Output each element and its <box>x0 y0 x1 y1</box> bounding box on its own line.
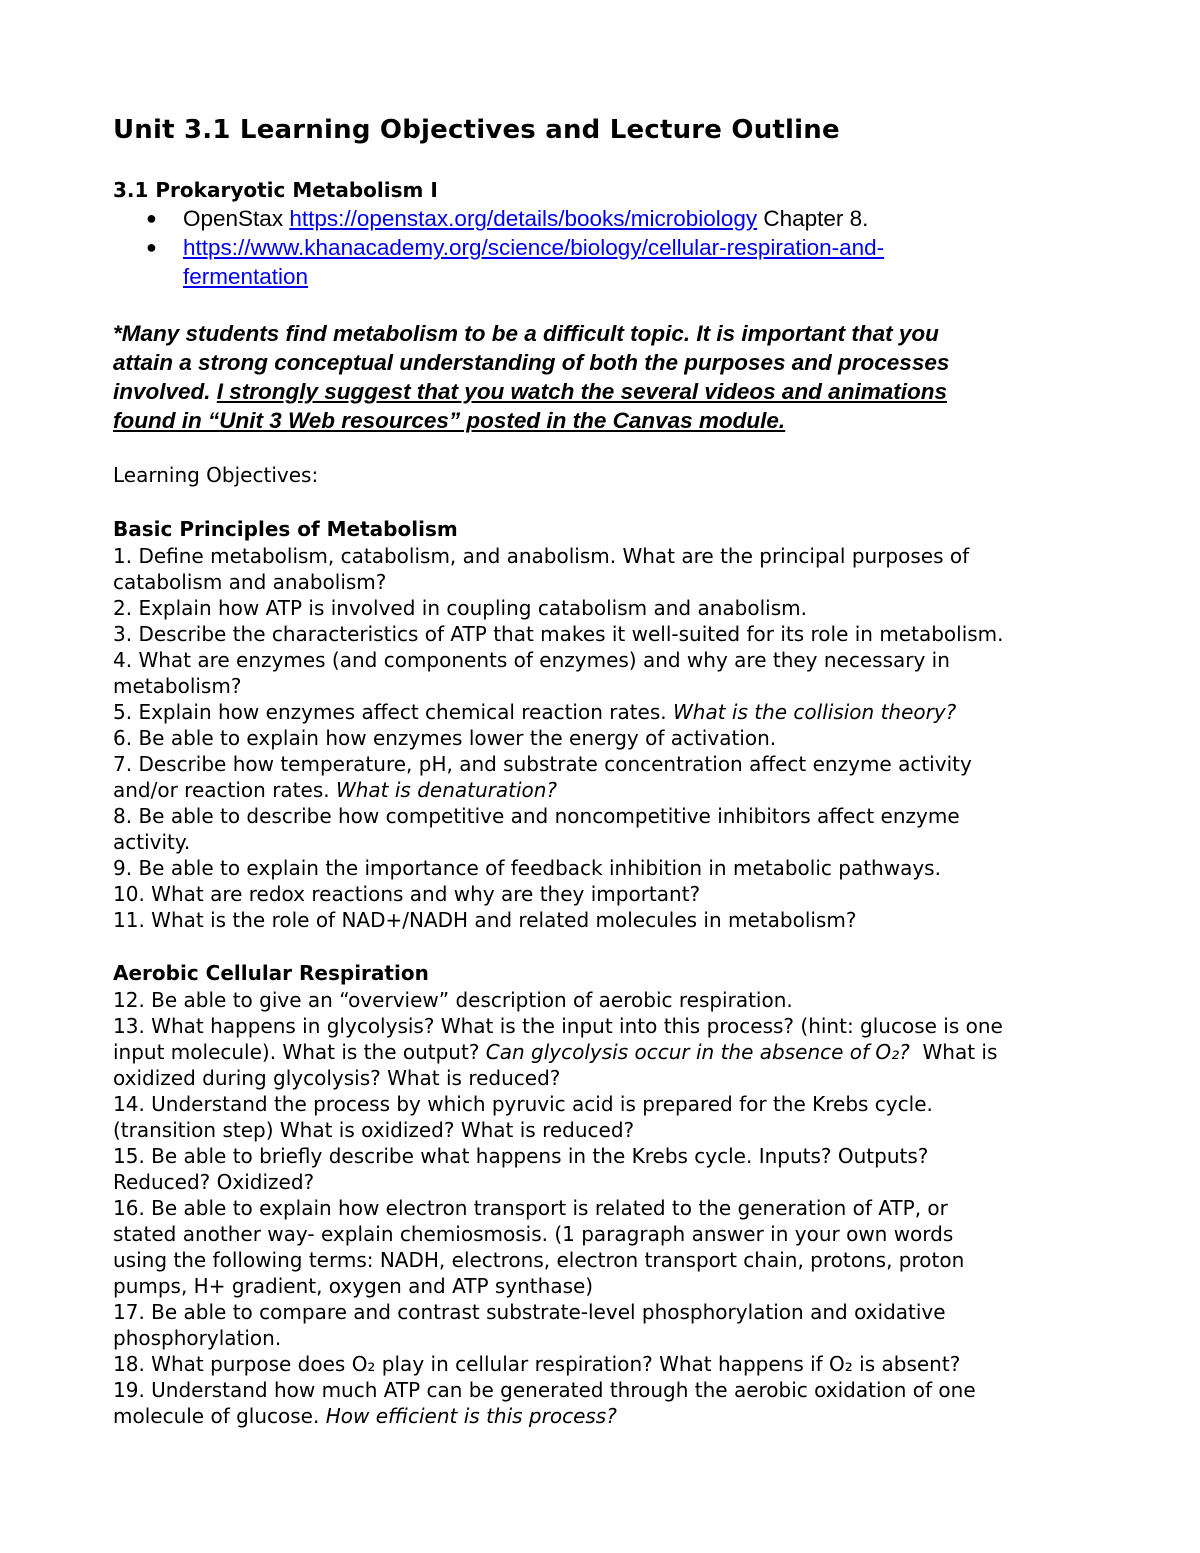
khanacademy-link[interactable] <box>183 235 884 289</box>
note-emphasis: I strongly suggest that you watch the several videos and animations <box>216 379 947 404</box>
document-content <box>113 112 1103 1429</box>
study-note <box>113 319 1103 435</box>
bullet-icon: ● <box>146 237 157 257</box>
objective-question: How efficient is this process? <box>325 1404 617 1428</box>
objective-line: 19. Understand how much ATP can be generated through the aerobic oxidation of one <box>113 1378 976 1402</box>
objective-line: 16. Be able to explain how electron transport is related to the generation of ATP, or <box>113 1196 948 1220</box>
note-emphasis: found in “Unit 3 Web resources” posted in the Canvas module. <box>113 408 786 433</box>
aerobic-respiration-heading: Aerobic Cellular Respiration <box>113 961 429 985</box>
objective-line: metabolism? <box>113 674 242 698</box>
objective-line: stated another way- explain chemiosmosis. (1 paragraph answer in your own words <box>113 1222 954 1246</box>
objective-line: 1. Define metabolism, catabolism, and anabolism. What are the principal purposes of <box>113 544 970 568</box>
objective-line: 2. Explain how ATP is involved in coupling catabolism and anabolism. <box>113 596 807 620</box>
objective-line: activity. <box>113 830 191 854</box>
khanacademy-link-line1: https://www.khanacademy.org/science/biology/cellular-respiration-and- <box>183 235 885 260</box>
objective-line <box>113 699 1103 725</box>
note-line <box>113 406 1103 435</box>
resource-item-khanacademy <box>113 233 1103 291</box>
note-line <box>113 377 1103 406</box>
objective-question: What is denaturation? <box>335 778 558 802</box>
objective-line <box>113 1039 1103 1065</box>
objective-line: 18. What purpose does O₂ play in cellular respiration? What happens if O₂ is absent? <box>113 1352 961 1376</box>
objective-line: 4. What are enzymes (and components of enzymes) and why are they necessary in <box>113 648 950 672</box>
learning-objectives-heading: Learning Objectives: <box>113 463 319 487</box>
objective-line: 10. What are redox reactions and why are they important? <box>113 882 701 906</box>
objective-text: input molecule). What is the output? <box>113 1040 486 1064</box>
openstax-link[interactable]: https://openstax.org/details/books/microbiology <box>289 206 758 231</box>
objective-line: 7. Describe how temperature, pH, and substrate concentration affect enzyme activity <box>113 752 972 776</box>
resource-suffix: Chapter 8. <box>757 206 869 231</box>
objective-text: What is <box>909 1040 998 1064</box>
section-title: 3.1 Prokaryotic Metabolism I <box>113 178 438 202</box>
resource-item-openstax <box>113 204 1103 233</box>
resource-list <box>113 204 1103 291</box>
objective-line <box>113 1403 1103 1429</box>
objective-line: (transition step) What is oxidized? What is reduced? <box>113 1118 635 1142</box>
objective-line: pumps, H+ gradient, oxygen and ATP synthase) <box>113 1274 594 1298</box>
objective-line: catabolism and anabolism? <box>113 570 387 594</box>
objective-line: 8. Be able to describe how competitive and noncompetitive inhibitors affect enzyme <box>113 804 960 828</box>
objective-line: 12. Be able to give an “overview” description of aerobic respiration. <box>113 988 793 1012</box>
objective-line: 17. Be able to compare and contrast substrate-level phosphorylation and oxidative <box>113 1300 946 1324</box>
basic-principles-objectives <box>113 543 1103 933</box>
document-title: Unit 3.1 Learning Objectives and Lecture Outline <box>113 115 840 145</box>
objective-line: 14. Understand the process by which pyruvic acid is prepared for the Krebs cycle. <box>113 1092 933 1116</box>
objective-line: oxidized during glycolysis? What is reduced? <box>113 1066 561 1090</box>
note-text: involved. <box>113 379 217 404</box>
objective-line: 9. Be able to explain the importance of feedback inhibition in metabolic pathways. <box>113 856 941 880</box>
objective-text: and/or reaction rates. <box>113 778 336 802</box>
objective-line: 15. Be able to briefly describe what happens in the Krebs cycle. Inputs? Outputs? <box>113 1144 929 1168</box>
bullet-icon: ● <box>146 208 157 228</box>
aerobic-respiration-objectives <box>113 987 1103 1429</box>
khanacademy-link-line2: fermentation <box>183 264 309 289</box>
note-line: attain a strong conceptual understanding of both the purposes and processes <box>113 350 950 375</box>
objective-question: Can glycolysis occur in the absence of O₂? <box>485 1040 910 1064</box>
objective-line: using the following terms: NADH, electrons, electron transport chain, protons, proton <box>113 1248 965 1272</box>
objective-line: phosphorylation. <box>113 1326 282 1350</box>
objective-line: Reduced? Oxidized? <box>113 1170 315 1194</box>
objective-line: 11. What is the role of NAD+/NADH and related molecules in metabolism? <box>113 908 857 932</box>
resource-prefix: OpenStax <box>183 206 290 231</box>
objective-question: What is the collision theory? <box>673 700 957 724</box>
basic-principles-heading: Basic Principles of Metabolism <box>113 517 458 541</box>
note-line: *Many students find metabolism to be a difficult topic. It is important that you <box>113 321 939 346</box>
objective-line: 3. Describe the characteristics of ATP that makes it well-suited for its role in metabolism. <box>113 622 1004 646</box>
objective-line: 13. What happens in glycolysis? What is the input into this process? (hint: glucose is one <box>113 1014 1003 1038</box>
objective-line <box>113 777 1103 803</box>
objective-text: 5. Explain how enzymes affect chemical reaction rates. <box>113 700 673 724</box>
objective-line: 6. Be able to explain how enzymes lower the energy of activation. <box>113 726 777 750</box>
objective-text: molecule of glucose. <box>113 1404 326 1428</box>
